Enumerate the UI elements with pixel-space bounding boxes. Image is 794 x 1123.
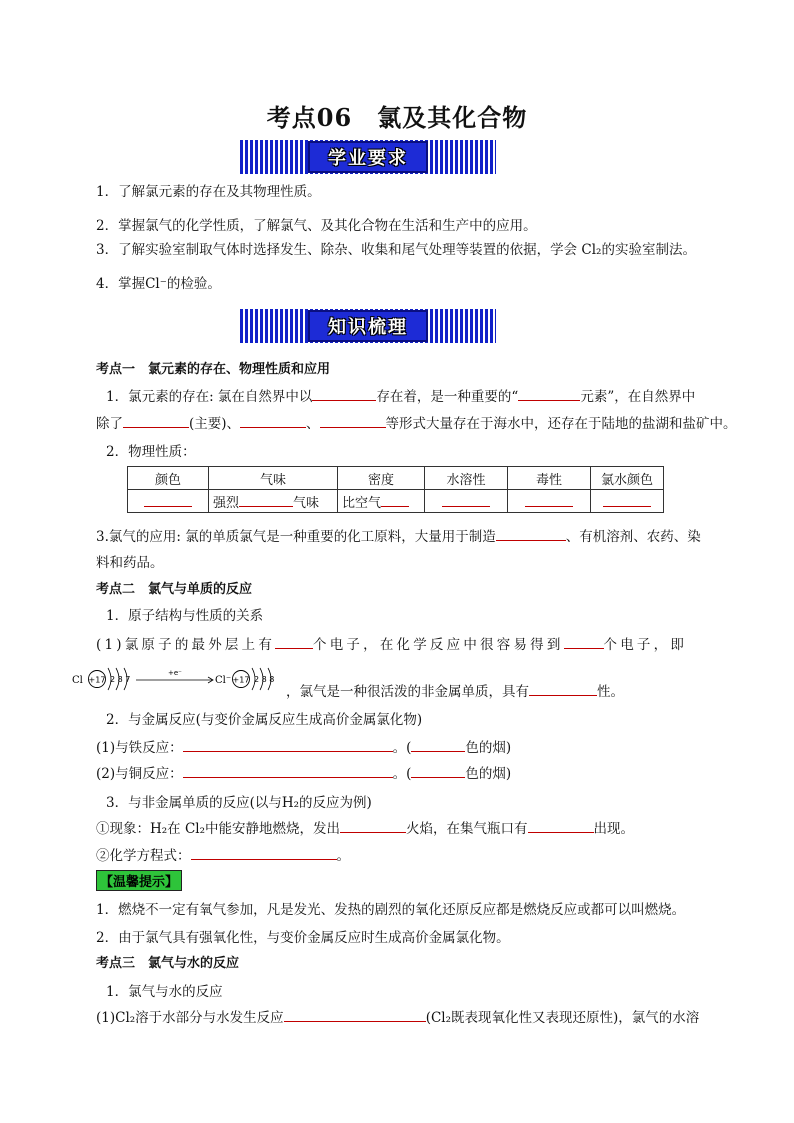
answer-blank[interactable] — [123, 413, 189, 428]
answer-blank[interactable] — [320, 413, 386, 428]
atom-symbol-cl-ion: Cl⁻ — [215, 675, 232, 686]
text: (2)与铜反应： — [96, 766, 183, 782]
kp1-existence-line1 — [106, 385, 695, 405]
text: ，氯气是一种很活泼的非金属单质，具有 — [286, 684, 529, 700]
text: 除了 — [96, 416, 123, 432]
physical-properties-table — [127, 466, 664, 513]
kp2-copper-line — [96, 762, 511, 782]
answer-blank[interactable] — [275, 634, 313, 649]
text: ①现象：H₂在 Cl₂中能安静地燃烧，发出 — [96, 821, 341, 837]
text: 、 — [306, 416, 320, 432]
kp1-application-line1 — [96, 525, 701, 545]
answer-blank[interactable] — [528, 818, 594, 833]
cell — [425, 490, 508, 513]
answer-blank[interactable] — [144, 492, 192, 507]
text: 元素”，在自然界中 — [580, 389, 696, 405]
kp2-metal-heading: 2．与金属反应(与变价金属反应生成高价金属氯化物) — [106, 712, 423, 728]
answer-blank[interactable] — [239, 492, 293, 507]
answer-blank[interactable] — [312, 386, 376, 401]
kp2-iron-line — [96, 736, 511, 756]
answer-blank[interactable] — [496, 526, 566, 541]
section-banner-knowledge — [240, 309, 496, 343]
kp2-equation-line — [96, 844, 350, 864]
arrow-label: +e⁻ — [168, 669, 182, 677]
text: 比空气 — [342, 495, 382, 511]
banner-label: 知识梳理 — [308, 310, 428, 342]
answer-blank[interactable] — [381, 492, 409, 507]
answer-blank[interactable] — [411, 763, 465, 778]
text: 个电子，即 — [603, 637, 688, 653]
kp1-heading: 考点一 氯元素的存在、物理性质和应用 — [96, 362, 331, 377]
answer-blank[interactable] — [529, 681, 597, 696]
chlorine-atom-diagram — [72, 664, 286, 696]
answer-blank[interactable] — [442, 492, 490, 507]
requirement-3: 3．了解实验室制取气体时选择发生、除杂、收集和尾气处理等装置的依据，学会 Cl₂的实验室制法。 — [96, 242, 696, 258]
text: (主要)、 — [189, 416, 241, 432]
text: 。 — [336, 848, 350, 864]
text: 1．氯元素的存在: 氯在自然界中以 — [106, 389, 313, 405]
kp3-heading: 考点三 氯气与水的反应 — [96, 956, 240, 971]
banner-label: 学业要求 — [308, 141, 428, 173]
kp1-application-line2: 料和药品。 — [96, 555, 164, 571]
kp2-structure-line1 — [96, 633, 687, 653]
shell-electrons-left: 2 8 7 — [110, 675, 131, 684]
answer-blank[interactable] — [183, 763, 393, 778]
kp3-water-line — [96, 1006, 699, 1026]
text: 强烈 — [213, 495, 240, 511]
answer-blank[interactable] — [603, 492, 651, 507]
table-header-row — [128, 467, 664, 490]
text: 气味 — [293, 495, 320, 511]
answer-blank[interactable] — [518, 386, 580, 401]
text: 3.氯气的应用: 氯的单质氯气是一种重要的化工原料，大量用于制造 — [96, 529, 496, 545]
nucleus-charge: +17 — [88, 675, 106, 685]
text: 。( — [392, 740, 412, 756]
kp2-nonmetal-heading: 3．与非金属单质的反应(以与H₂的反应为例) — [106, 795, 372, 811]
page-title: 考点06 氯及其化合物 — [266, 103, 528, 132]
text: 色的烟) — [465, 740, 512, 756]
text: 性。 — [597, 684, 624, 700]
text: (1)氯原子的最外层上有 — [96, 637, 276, 653]
text: 个电子，在化学反应中很容易得到 — [313, 637, 564, 653]
cell — [128, 490, 209, 513]
answer-blank[interactable] — [411, 737, 465, 752]
answer-blank[interactable] — [284, 1007, 426, 1022]
cell — [508, 490, 591, 513]
header-toxicity: 毒性 — [508, 467, 591, 490]
answer-blank[interactable] — [183, 737, 393, 752]
kp3-water-heading: 1．氯气与水的反应 — [106, 984, 223, 1000]
nucleus-charge: +17 — [232, 675, 250, 685]
text: ②化学方程式： — [96, 848, 191, 864]
atom-symbol-cl: Cl — [72, 675, 83, 686]
answer-blank[interactable] — [340, 818, 406, 833]
kp2-heading: 考点二 氯气与单质的反应 — [96, 582, 253, 597]
kp1-existence-line2 — [96, 412, 737, 432]
tip-2: 2．由于氯气具有强氧化性，与变价金属反应时生成高价金属氯化物。 — [96, 930, 510, 946]
requirement-4: 4．掌握Cl⁻的检验。 — [96, 276, 221, 292]
kp2-structure-line2 — [286, 680, 624, 700]
answer-blank[interactable] — [240, 413, 306, 428]
tip-1: 1．燃烧不一定有氧气参加，凡是发光、发热的剧烈的氧化还原反应都是燃烧反应或都可以叫燃烧。 — [96, 902, 686, 918]
text: 色的烟) — [465, 766, 512, 782]
cell — [209, 490, 338, 513]
text: (Cl₂既表现氧化性又表现还原性)，氯气的水溶 — [425, 1010, 700, 1026]
requirement-1: 1．了解氯元素的存在及其物理性质。 — [96, 184, 321, 200]
kp2-phenomenon-line — [96, 817, 634, 837]
kp2-structure-heading: 1．原子结构与性质的关系 — [106, 608, 264, 624]
cell — [338, 490, 425, 513]
text: (1)Cl₂溶于水部分与水发生反应 — [96, 1010, 284, 1026]
requirement-2: 2．掌握氯气的化学性质，了解氯气、及其化合物在生活和生产中的应用。 — [96, 218, 537, 234]
text: 。( — [392, 766, 412, 782]
table-answer-row — [128, 490, 664, 513]
text: 存在着，是一种重要的“ — [376, 389, 519, 405]
header-density: 密度 — [338, 467, 425, 490]
text: 等形式大量存在于海水中，还存在于陆地的盐湖和盐矿中。 — [385, 416, 737, 432]
header-smell: 气味 — [209, 467, 338, 490]
answer-blank[interactable] — [564, 634, 604, 649]
cell — [591, 490, 664, 513]
text: 出现。 — [593, 821, 635, 837]
header-solubility: 水溶性 — [425, 467, 508, 490]
section-banner-requirements — [240, 140, 496, 174]
text: (1)与铁反应： — [96, 740, 183, 756]
text: 火焰，在集气瓶口有 — [406, 821, 528, 837]
answer-blank[interactable] — [525, 492, 573, 507]
header-color: 颜色 — [128, 467, 209, 490]
header-chlorine-water-color: 氯水颜色 — [591, 467, 664, 490]
text: 、有机溶剂、农药、染 — [565, 529, 701, 545]
kp1-physical-heading: 2．物理性质： — [106, 444, 196, 460]
answer-blank[interactable] — [191, 845, 337, 860]
warm-tip-badge: 【温馨提示】 — [96, 870, 182, 891]
shell-electrons-right: 2 8 8 — [254, 675, 275, 684]
